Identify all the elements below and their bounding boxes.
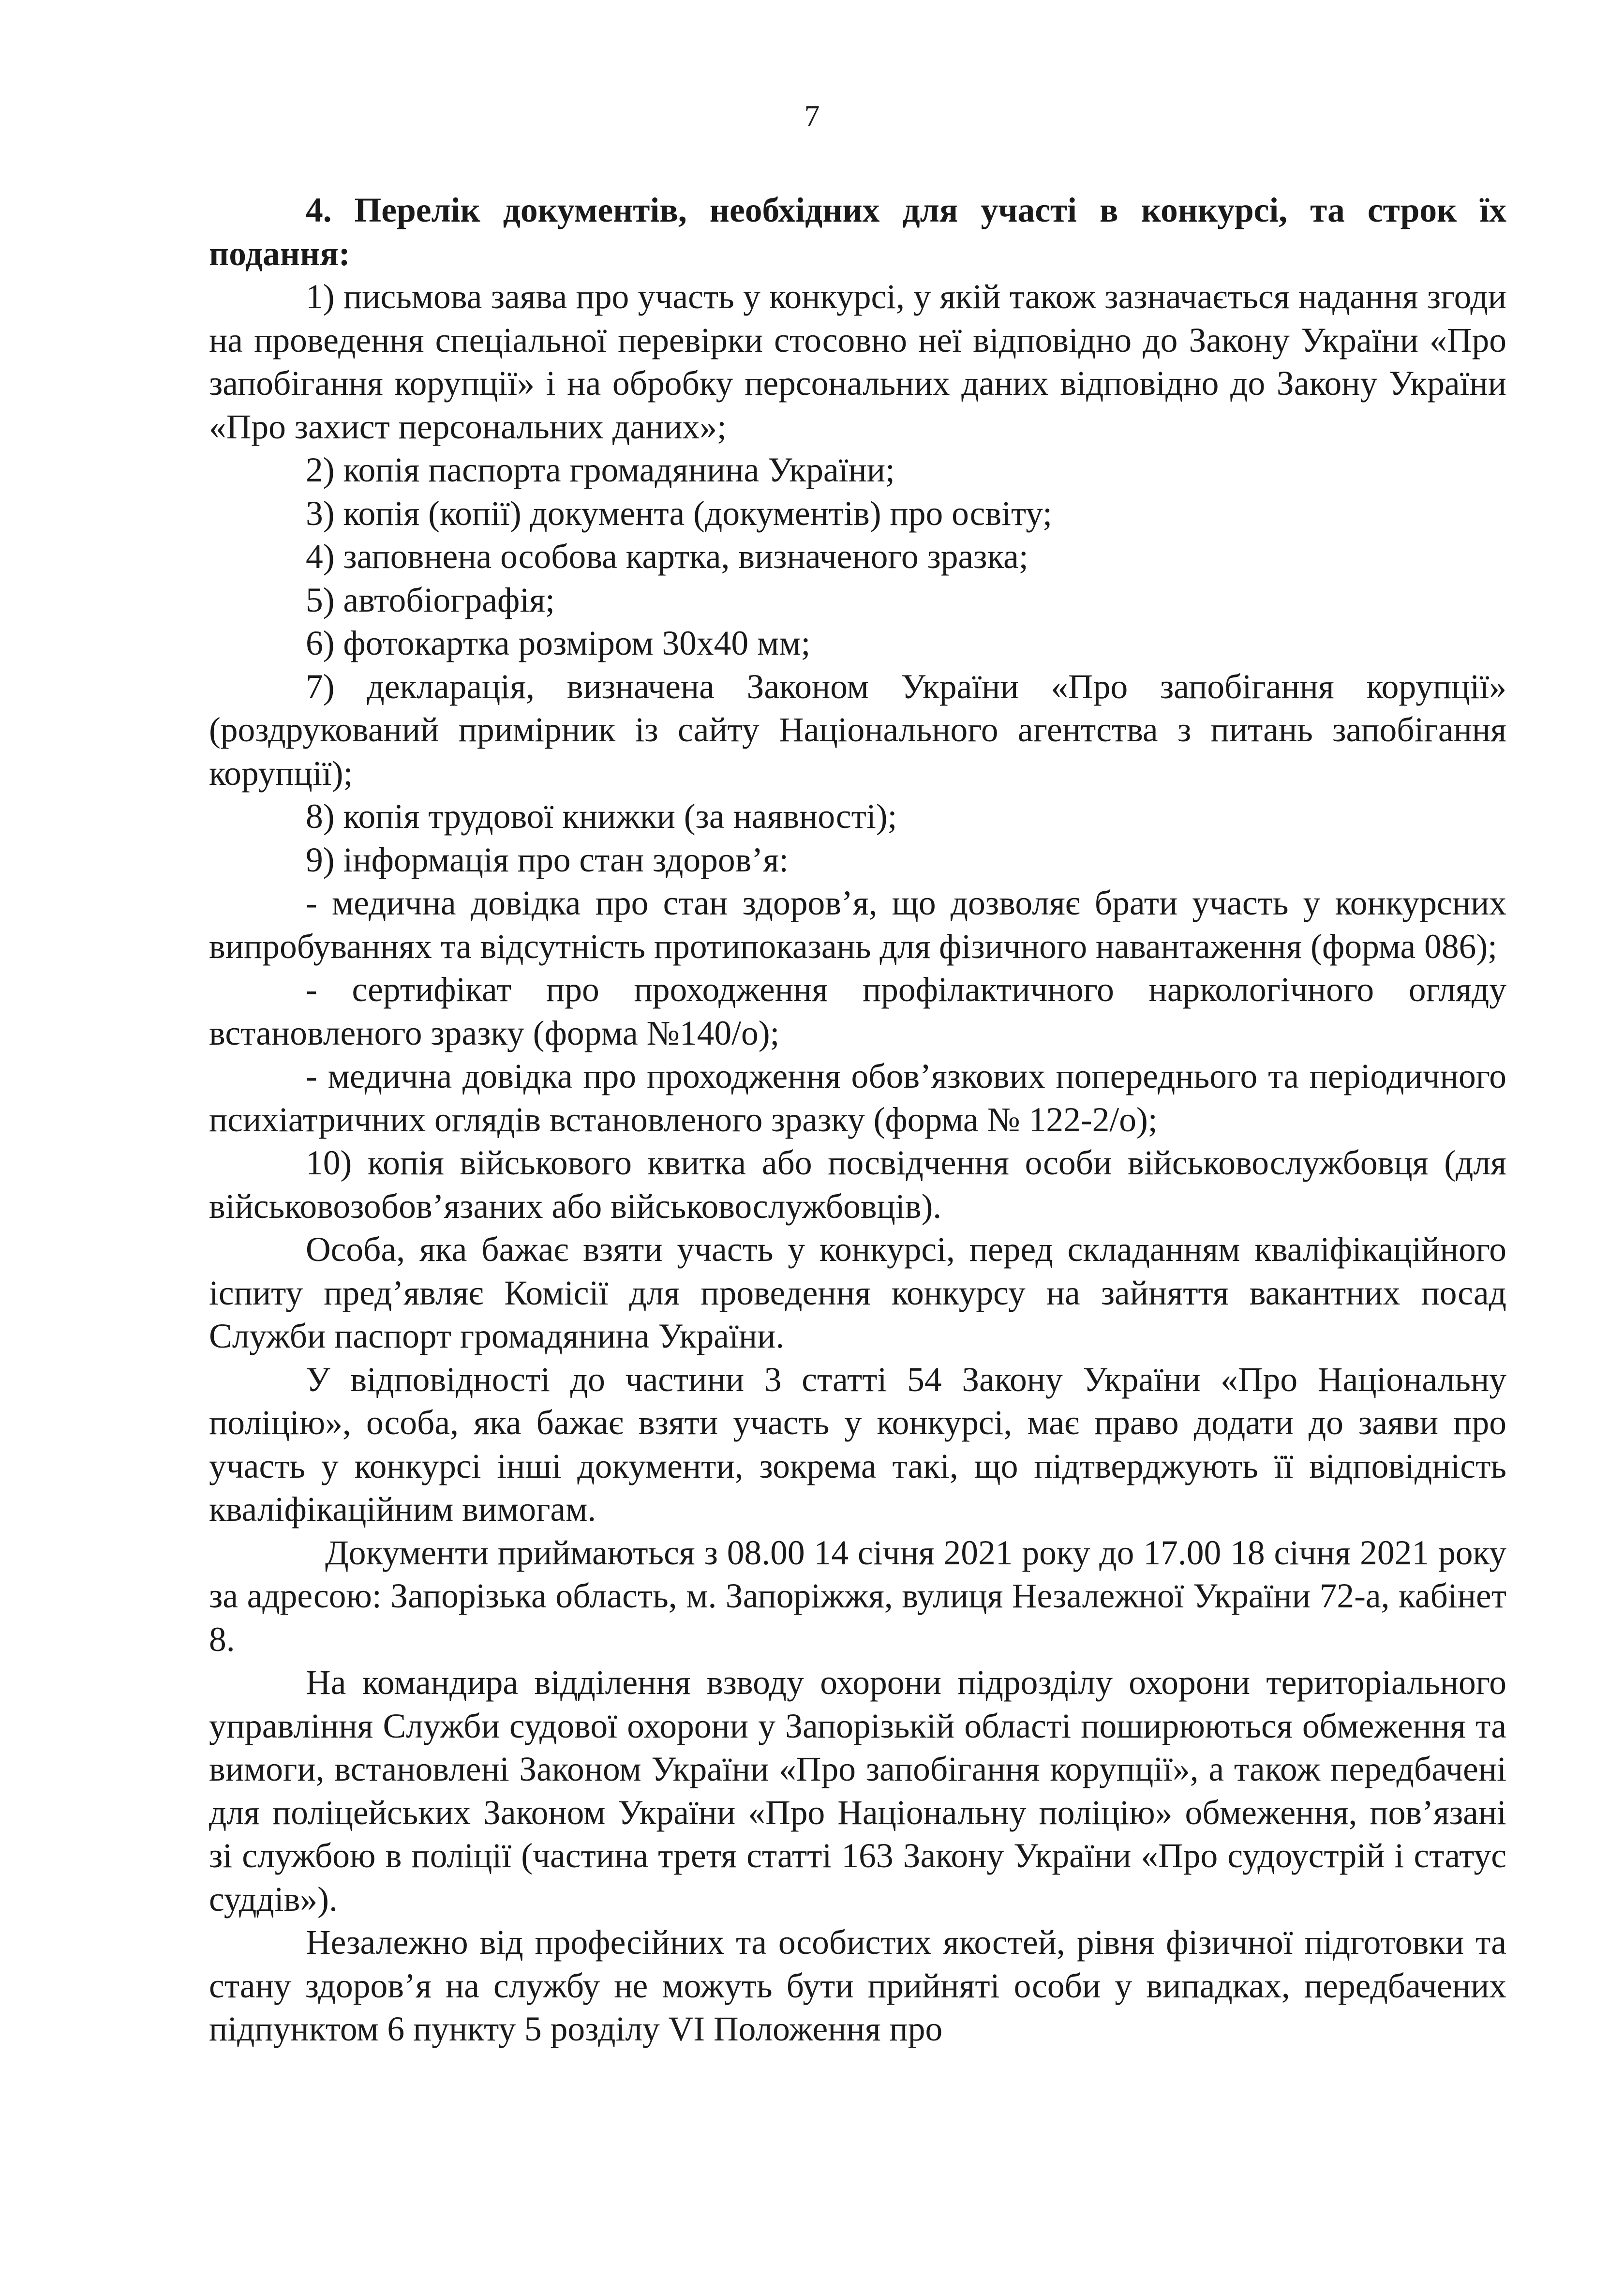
list-item-6: 6) фотокартка розміром 30х40 мм; — [306, 624, 811, 662]
list-item-3: 3) копія (копії) документа (документів) про освіту; — [306, 494, 1052, 533]
paragraph-passport: Особа, яка бажає взяти участь у конкурсі, перед складанням кваліфікаційного іспиту пред’являє Комісії для проведення конкурсу на зайняття вакантних посад Служби паспорт громадянина України. — [209, 1230, 1506, 1355]
list-item-9: 9) інформація про стан здоров’я: — [306, 840, 789, 879]
list-item-1: 1) письмова заява про участь у конкурсі, у якій також зазначається надання згоди на проведення спеціальної перевірки стосовно неї відповідно до Закону України «Про запобігання корупції» і на обробку персональних даних відповідно до Закону України «Про захист персональних даних»; — [209, 278, 1506, 446]
list-item-7: 7) декларація, визначена Законом України «Про запобігання корупції» (роздрукований примірник із сайту Національного агентства з питань запобігання корупції); — [209, 667, 1506, 793]
health-subitem-3: - медична довідка про проходження обов’язкових попереднього та періодичного психіатричних оглядів встановленого зразку (форма № 122-2/о); — [209, 1057, 1506, 1139]
list-item-4: 4) заповнена особова картка, визначеного зразка; — [306, 538, 1028, 576]
list-item-8: 8) копія трудової книжки (за наявності); — [306, 797, 897, 836]
section-heading: 4. Перелік документів, необхідних для участі в конкурсі, та строк їх подання: — [209, 191, 1506, 273]
list-item-10: 10) копія військового квитка або посвідчення особи військовослужбовця (для військовозобов’язаних або військовослужбовців). — [209, 1144, 1506, 1226]
list-item-2: 2) копія паспорта громадянина України; — [306, 451, 895, 489]
health-subitem-1: - медична довідка про стан здоров’я, що дозволяє брати участь у конкурсних випробуваннях та відсутність протипоказань для фізичного навантаження (форма 086); — [209, 884, 1506, 966]
paragraph-submission-dates: Документи приймаються з 08.00 14 січня 2021 року до 17.00 18 січня 2021 року за адресою: Запорізька область, м. Запоріжжя, вулиця Незалежної України 72-а, кабінет 8. — [209, 1533, 1506, 1659]
health-subitem-2: - сертифікат про проходження профілактичного наркологічного огляду встановленого зразку (форма №140/о); — [209, 971, 1506, 1052]
list-item-5: 5) автобіографія; — [306, 581, 555, 619]
paragraph-additional-documents: У відповідності до частини 3 статті 54 Закону України «Про Національну поліцію», особа, яка бажає взяти участь у конкурсі, має право додати до заяви про участь у конкурсі інші документи, зокрема такі, що підтверджують її відповідність кваліфікаційним вимогам. — [209, 1360, 1506, 1529]
document-body — [209, 189, 1506, 2051]
paragraph-admission-limits: Незалежно від професійних та особистих якостей, рівня фізичної підготовки та стану здоров’я на службу не можуть бути прийняті особи у випадках, передбачених підпунктом 6 пункту 5 розділу VI Положення про — [209, 1923, 1506, 2048]
paragraph-restrictions: На командира відділення взводу охорони підрозділу охорони територіального управління Служби судової охорони у Запорізькій області поширюються обмеження та вимоги, встановлені Законом України «Про запобігання корупції», а також передбачені для поліцейських Законом України «Про Національну поліцію» обмеження, пов’язані зі службою в поліції (частина третя статті 163 Закону України «Про судоустрій і статус суддів»). — [209, 1664, 1506, 1919]
page-number: 7 — [804, 99, 820, 133]
